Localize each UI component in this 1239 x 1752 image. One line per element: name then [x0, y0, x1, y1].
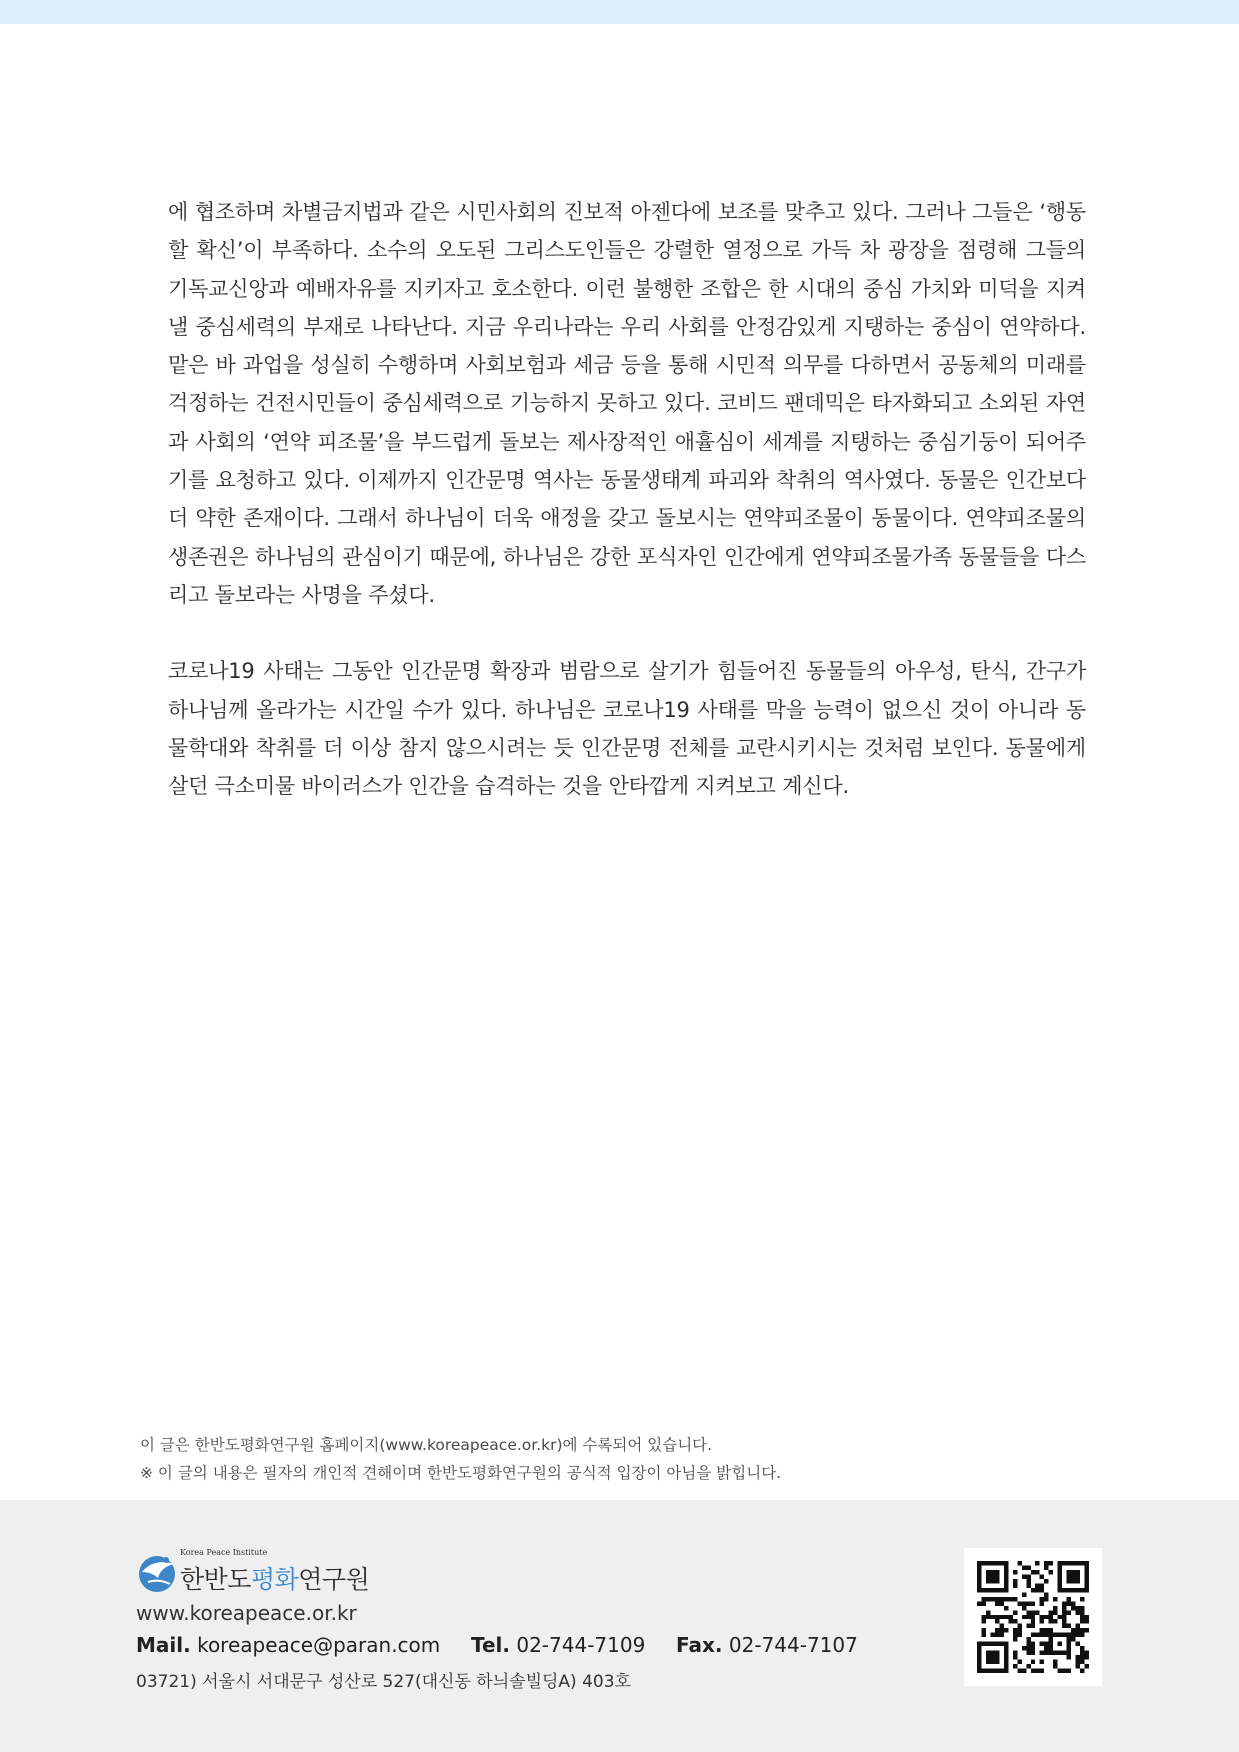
page-footer: [0, 1500, 1239, 1752]
logo-english-name: Korea Peace Institute: [180, 1548, 268, 1557]
mail-value[interactable]: koreapeace@paran.com: [197, 1633, 441, 1657]
mail-label: Mail.: [136, 1633, 191, 1657]
footnote-source: 이 글은 한반도평화연구원 홈페이지(www.koreapeace.or.kr)에 수록되어 있습니다.: [140, 1436, 713, 1454]
article-paragraph-2: 코로나19 사태는 그동안 인간문명 확장과 범람으로 살기가 힘들어진 동물들의 아우성, 탄식, 간구가 하나님께 올라가는 시간일 수가 있다. 하나님은 코로나19 사태를 막을 능력이 없으신 것이 아니라 동물학대와 착취를 더 이상 참지 않으시려는 듯 인간문명 전체를 교란시키시는 것처럼 보인다. 동물에게 살던 극소미물 바이러스가 인간을 습격하는 것을 안타깝게 지켜보고 계신다.: [168, 659, 1086, 799]
tel-label: Tel.: [470, 1633, 510, 1657]
tel-value[interactable]: 02-744-7109: [516, 1633, 646, 1657]
qr-code-icon: [977, 1561, 1089, 1673]
article-paragraph-1: 에 협조하며 차별금지법과 같은 시민사회의 진보적 아젠다에 보조를 맞추고 있다. 그러나 그들은 ‘행동할 확신’이 부족하다. 소수의 오도된 그리스도인들은 강렬한 열정으로 가득 차 광장을 점령해 그들의 기독교신앙과 예배자유를 지키자고 호소한다. 이런 불행한 조합은 한 시대의 중심 가치와 미덕을 지켜낼 중심세력의 부재로 나타난다. 지금 우리나라는 우리 사회를 안정감있게 지탱하는 중심이 연약하다. 맡은 바 과업을 성실히 수행하며 사회보험과 세금 등을 통해 시민적 의무를 다하면서 공동체의 미래를 걱정하는 건전시민들이 중심세력으로 기능하지 못하고 있다. 코비드 팬데믹은 타자화되고 소외된 자연과 사회의 ‘연약 피조물’을 부드럽게 돌보는 제사장적인 애휼심이 세계를 지탱하는 중심기둥이 되어주기를 요청하고 있다. 이제까지 인간문명 역사는 동물생태계 파괴와 착취의 역사였다. 동물은 인간보다 더 약한 존재이다. 그래서 하나님이 더욱 애정을 갖고 돌보시는 연약피조물이 동물이다. 연약피조물의 생존권은 하나님의 관심이기 때문에, 하나님은 강한 포식자인 인간에게 연약피조물가족 동물들을 다스리고 돌보라는 사명을 주셨다.: [168, 200, 1086, 607]
footnote-disclaimer: ※ 이 글의 내용은 필자의 개인적 견해이며 한반도평화연구원의 공식적 입장이 아님을 밝힙니다.: [140, 1464, 782, 1482]
qr-code[interactable]: [964, 1548, 1102, 1686]
top-color-band: [0, 0, 1239, 24]
logo-ko-part1: 한반도: [180, 1565, 251, 1594]
logo-ko-part2: 연구원: [298, 1565, 370, 1594]
logo-ko-accent: 평화: [250, 1565, 299, 1594]
fax-value: 02-744-7107: [728, 1633, 858, 1657]
article-body: [168, 193, 1086, 805]
footnotes: [140, 1431, 781, 1487]
website-link[interactable]: www.koreapeace.or.kr: [136, 1601, 357, 1625]
fax-label: Fax.: [676, 1633, 723, 1657]
logo-korean-name: [180, 1560, 369, 1596]
contact-line: [136, 1633, 858, 1657]
postal-address: 03721) 서울시 서대문구 성산로 527(대신동 하늬솔빌딩A) 403호: [136, 1672, 631, 1692]
dove-globe-icon: [136, 1552, 178, 1594]
institute-logo[interactable]: [136, 1548, 396, 1600]
